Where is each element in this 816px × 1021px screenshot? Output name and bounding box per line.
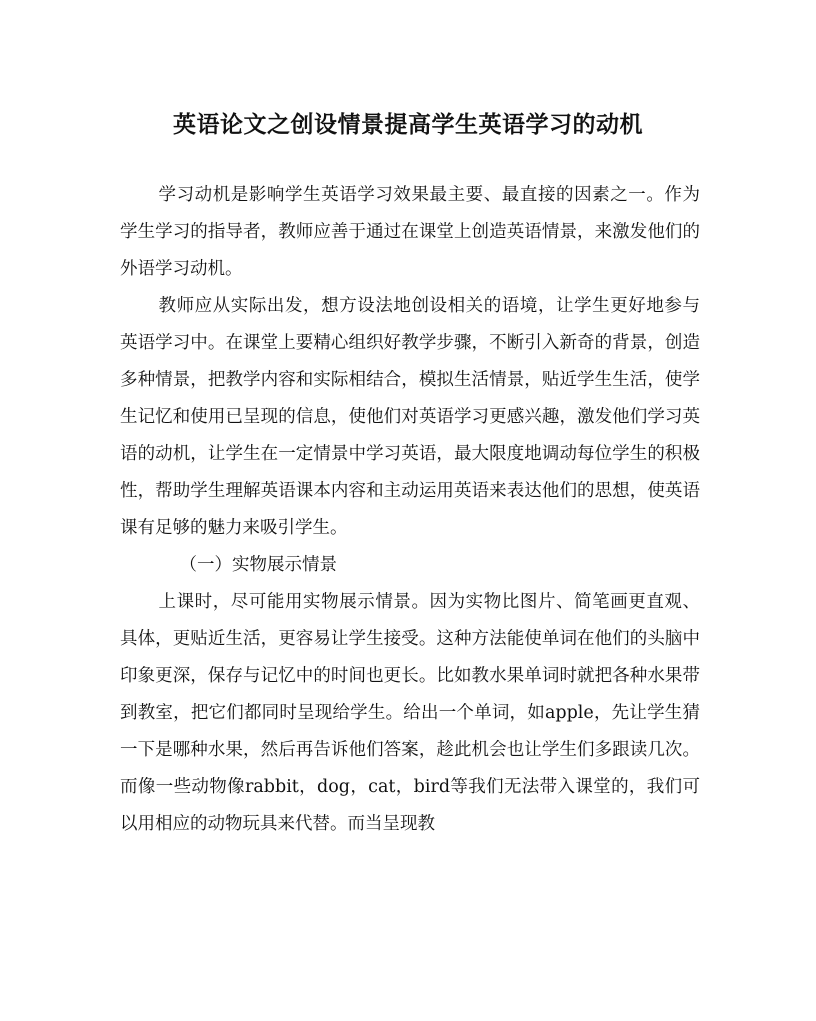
section-heading: （一）实物展示情景 xyxy=(179,555,337,575)
section-paragraph: 上课时，尽可能用实物展示情景。因为实物比图片、简笔画更直观、具体，更贴近生活，更容易让学生接受。这种方法能使单词在他们的头脑中印象更深，保存与记忆中的时间也更长。比如教水果单词时就把各种水果带到教室，把它们都同时呈现给学生。给出一个单词，如apple，先让学生猜一下是哪种水果，然后再告诉他们答案，趁此机会也让学生们多跟读几次。而像一些动物像rabbit，dog，cat，bird等我们无法带入课堂的，我们可以用相应的动物玩具来代替。而当呈现教 xyxy=(120,592,700,834)
paragraph-2: 教师应从实际出发，想方设法地创设相关的语境，让学生更好地参与英语学习中。在课堂上要精心组织好教学步骤，不断引入新奇的背景，创造多种情景，把教学内容和实际相结合，模拟生活情景，贴近学生生活，使学生记忆和使用已呈现的信息，使他们对英语学习更感兴趣，激发他们学习英语的动机，让学生在一定情景中学习英语，最大限度地调动每位学生的积极性，帮助学生理解英语课本内容和主动运用英语来表达他们的思想，使英语课有足够的魅力来吸引学生。 xyxy=(120,296,700,538)
document-body xyxy=(120,177,700,843)
paragraph-1: 学习动机是影响学生英语学习效果最主要、最直接的因素之一。作为学生学习的指导者，教师应善于通过在课堂上创造英语情景，来激发他们的外语学习动机。 xyxy=(120,185,700,279)
document-title: 英语论文之创设情景提高学生英语学习的动机 xyxy=(173,111,643,138)
